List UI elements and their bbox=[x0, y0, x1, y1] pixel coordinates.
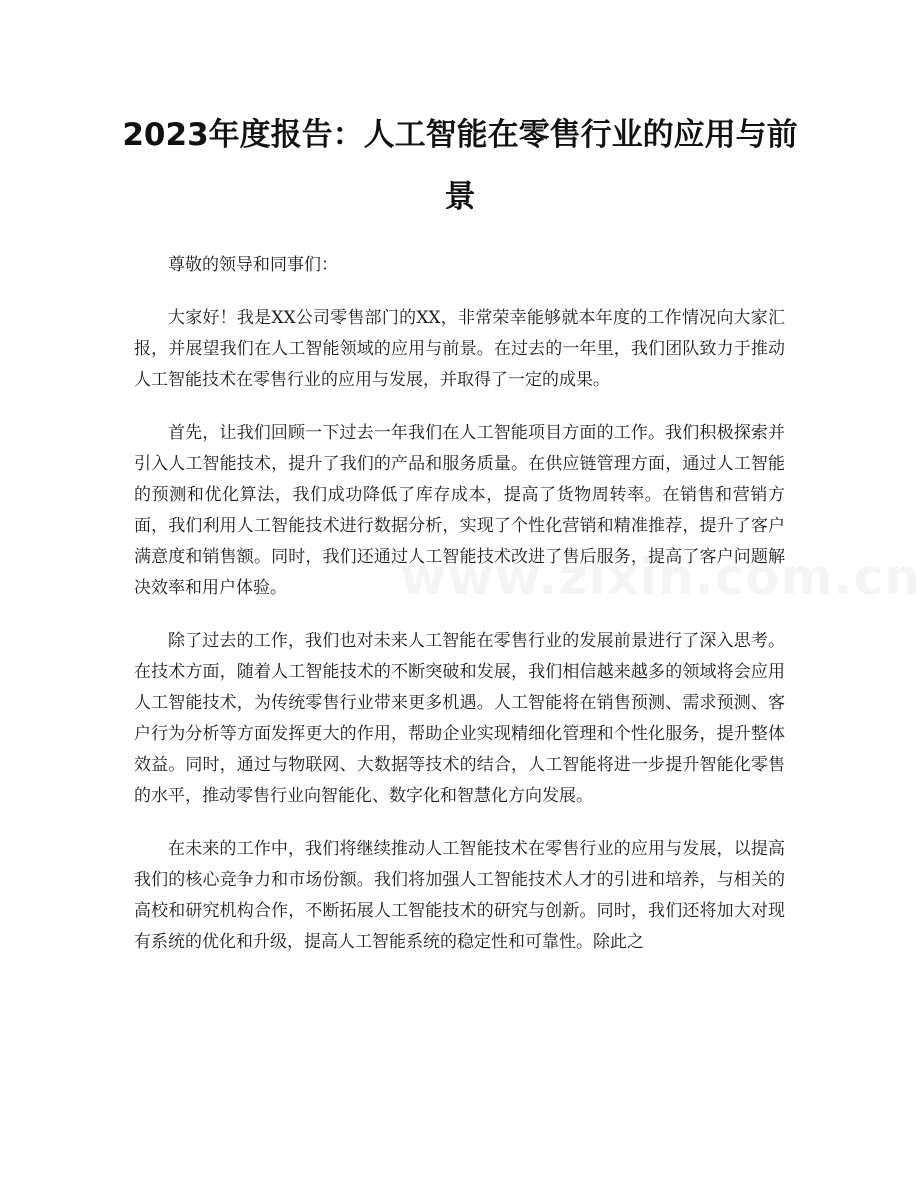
paragraph-2: 首先，让我们回顾一下过去一年我们在人工智能项目方面的工作。我们积极探索并引入人工智能技术，提升了我们的产品和服务质量。在供应链管理方面，通过人工智能的预测和优化算法，我们成功降低了库存成本，提高了货物周转率。在销售和营销方面，我们利用人工智能技术进行数据分析，实现了个性化营销和精准推荐，提升了客户满意度和销售额。同时，我们还通过人工智能技术改进了售后服务，提高了客户问题解决效率和用户体验。 bbox=[134, 423, 785, 598]
document-title: 2023年度报告：人工智能在零售行业的应用与前景 bbox=[122, 117, 798, 215]
document-body bbox=[134, 250, 785, 980]
paragraph-4: 在未来的工作中，我们将继续推动人工智能技术在零售行业的应用与发展，以提高我们的核心竞争力和市场份额。我们将加强人工智能技术人才的引进和培养，与相关的高校和研究机构合作，不断拓展人工智能技术的研究与创新。同时，我们还将加大对现有系统的优化和升级，提高人工智能系统的稳定性和可靠性。除此之 bbox=[134, 839, 785, 952]
salutation: 尊敬的领导和同事们： bbox=[168, 255, 338, 275]
paragraph-1: 大家好！我是XX公司零售部门的XX，非常荣幸能够就本年度的工作情况向大家汇报，并展望我们在人工智能领域的应用与前景。在过去的一年里，我们团队致力于推动人工智能技术在零售行业的应用与发展，并取得了一定的成果。 bbox=[134, 308, 785, 390]
paragraph-3: 除了过去的工作，我们也对未来人工智能在零售行业的发展前景进行了深入思考。在技术方面，随着人工智能技术的不断突破和发展，我们相信越来越多的领域将会应用人工智能技术，为传统零售行业带来更多机遇。人工智能将在销售预测、需求预测、客户行为分析等方面发挥更大的作用，帮助企业实现精细化管理和个性化服务，提升整体效益。同时，通过与物联网、大数据等技术的结合，人工智能将进一步提升智能化零售的水平，推动零售行业向智能化、数字化和智慧化方向发展。 bbox=[134, 631, 785, 806]
